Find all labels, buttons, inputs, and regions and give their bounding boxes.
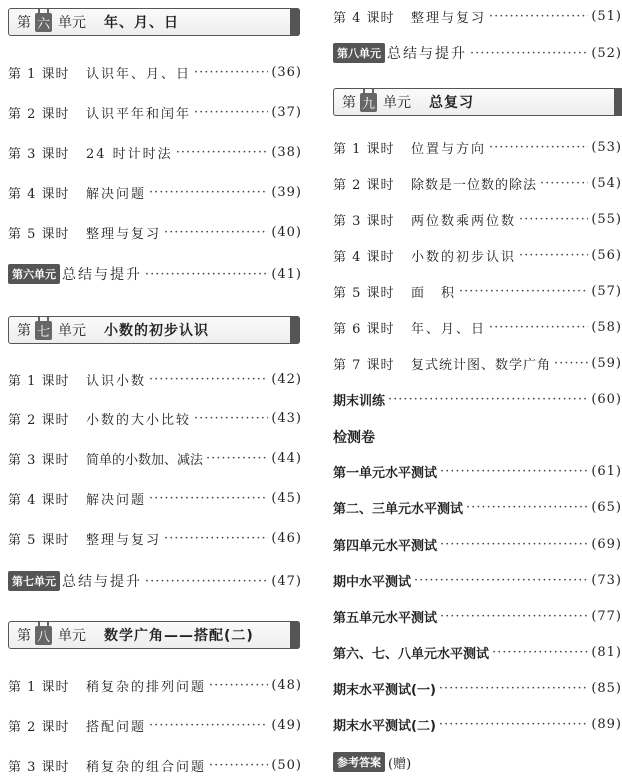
unit-tag: 第七单元	[8, 571, 60, 591]
toc-row[interactable]	[333, 281, 622, 301]
page-number: (52)	[591, 45, 622, 61]
toc-row[interactable]	[333, 245, 622, 265]
unit-tag: 第六单元	[8, 264, 60, 284]
lesson-number: 第 2 课时	[8, 106, 70, 122]
lesson-number: 第 4 课时	[8, 492, 70, 508]
page-number: (37)	[271, 104, 302, 120]
unit-label: 单元	[58, 15, 86, 31]
toc-row[interactable]	[333, 317, 622, 337]
toc-row[interactable]	[8, 369, 302, 389]
page-number: (85)	[591, 680, 622, 696]
unit-summary-row[interactable]	[333, 43, 622, 63]
test-row[interactable]	[333, 714, 622, 734]
test-title: 第四单元水平测试	[333, 538, 438, 554]
leader-dots	[489, 320, 588, 335]
lesson-title: 整理与复习	[86, 226, 162, 242]
unit-9-header	[333, 88, 622, 116]
lesson-title: 除数是一位数的除法	[411, 177, 538, 193]
lesson-title: 整理与复习	[411, 10, 487, 26]
test-row[interactable]	[333, 534, 622, 554]
lesson-title: 小数的大小比较	[86, 412, 192, 428]
toc-row[interactable]	[8, 715, 302, 735]
lesson-number: 第 2 课时	[8, 412, 70, 428]
summary-title: 总结与提升	[387, 46, 467, 62]
toc-row[interactable]	[8, 488, 302, 508]
leader-dots	[209, 758, 268, 773]
lesson-number: 第 4 课时	[333, 10, 395, 26]
unit-number-badge: 八	[35, 626, 52, 645]
page-number: (51)	[591, 8, 622, 24]
unit-number-badge: 九	[360, 93, 377, 112]
test-row[interactable]	[333, 461, 622, 481]
leader-dots	[466, 500, 588, 515]
lesson-number: 第 5 课时	[333, 285, 395, 301]
lesson-title: 位置与方向	[411, 141, 487, 157]
unit-title: 数学广角——搭配(二)	[104, 628, 254, 644]
page-number: (41)	[271, 266, 302, 282]
page-number: (53)	[591, 139, 622, 155]
leader-dots	[414, 573, 588, 588]
test-title: 第五单元水平测试	[333, 610, 438, 626]
unit-title: 总复习	[429, 95, 474, 111]
summary-title: 总结与提升	[62, 574, 142, 590]
lesson-number: 第 6 课时	[333, 321, 395, 337]
page-number: (42)	[271, 371, 302, 387]
leader-dots	[164, 531, 268, 546]
leader-dots	[440, 609, 588, 624]
leader-dots	[209, 678, 268, 693]
leader-dots	[439, 717, 588, 732]
page-number: (40)	[271, 224, 302, 240]
lesson-title: 认识年、月、日	[86, 66, 192, 82]
toc-row[interactable]	[8, 102, 302, 122]
header-end-bar	[614, 88, 622, 116]
leader-dots	[164, 225, 268, 240]
test-title: 第一单元水平测试	[333, 465, 438, 481]
lesson-title: 复式统计图、数学广角	[411, 357, 552, 373]
toc-row[interactable]	[8, 408, 302, 428]
toc-row[interactable]	[333, 353, 622, 373]
leader-dots	[440, 464, 588, 479]
toc-row[interactable]	[8, 448, 302, 468]
page-number: (61)	[591, 463, 622, 479]
page-number: (36)	[271, 64, 302, 80]
final-training-row[interactable]	[333, 389, 622, 409]
unit-number-badge: 七	[35, 321, 52, 340]
leader-dots	[459, 284, 588, 299]
toc-row[interactable]	[8, 182, 302, 202]
page-number: (44)	[271, 450, 302, 466]
unit-ordinal: 第	[342, 95, 356, 111]
toc-row[interactable]	[8, 675, 302, 695]
test-row[interactable]	[333, 642, 622, 662]
lesson-title: 两位数乘两位数	[411, 213, 517, 229]
lesson-number: 第 3 课时	[8, 452, 70, 468]
lesson-number: 第 1 课时	[8, 66, 70, 82]
page-number: (56)	[591, 247, 622, 263]
leader-dots	[194, 105, 268, 120]
lesson-title: 搭配问题	[86, 719, 147, 735]
page-number: (89)	[591, 716, 622, 732]
leader-dots	[176, 145, 269, 160]
lesson-number: 第 5 课时	[8, 226, 70, 242]
lesson-number: 第 4 课时	[8, 186, 70, 202]
test-title: 第六、七、八单元水平测试	[333, 646, 490, 662]
leader-dots	[489, 9, 588, 24]
page-number: (81)	[591, 644, 622, 660]
header-end-bar	[290, 8, 300, 36]
page-number: (48)	[271, 677, 302, 693]
test-title: 期末水平测试(一)	[333, 682, 436, 698]
test-section-heading: 检测卷	[333, 430, 375, 446]
lesson-number: 第 1 课时	[8, 373, 70, 389]
header-end-bar	[290, 621, 300, 649]
lesson-title: 稍复杂的组合问题	[86, 759, 207, 775]
lesson-title: 面 积	[411, 285, 457, 301]
toc-row[interactable]	[8, 222, 302, 242]
test-row[interactable]	[333, 678, 622, 698]
page-number: (73)	[591, 572, 622, 588]
lesson-number: 第 4 课时	[333, 249, 395, 265]
page-number: (59)	[591, 355, 622, 371]
leader-dots	[554, 356, 588, 371]
test-row[interactable]	[333, 570, 622, 590]
leader-dots	[492, 645, 588, 660]
lesson-number: 第 2 课时	[333, 177, 395, 193]
leader-dots	[149, 718, 268, 733]
unit-summary-row[interactable]	[8, 571, 302, 591]
test-title: 期中水平测试	[333, 574, 412, 590]
lesson-title: 年、月、日	[411, 321, 487, 337]
page-number: (47)	[271, 573, 302, 589]
leader-dots	[194, 65, 268, 80]
lesson-title: 整理与复习	[86, 532, 162, 548]
lesson-number: 第 3 课时	[8, 759, 70, 775]
test-row[interactable]	[333, 606, 622, 626]
unit-number-badge: 六	[35, 13, 52, 32]
leader-dots	[439, 681, 588, 696]
lesson-title: 认识小数	[86, 373, 147, 389]
leader-dots	[388, 392, 588, 407]
page-number: (55)	[591, 211, 622, 227]
page-number: (46)	[271, 530, 302, 546]
page-number: (60)	[591, 391, 622, 407]
lesson-number: 第 5 课时	[8, 532, 70, 548]
unit-ordinal: 第	[17, 628, 31, 644]
page-number: (54)	[591, 175, 622, 191]
lesson-title: 简单的小数加、减法	[86, 452, 204, 468]
unit-title: 年、月、日	[104, 15, 179, 31]
unit-7-header	[8, 316, 300, 344]
page-number: (45)	[271, 490, 302, 506]
leader-dots	[206, 451, 268, 466]
leader-dots	[149, 372, 268, 387]
lesson-number: 第 1 课时	[8, 679, 70, 695]
unit-label: 单元	[58, 628, 86, 644]
leader-dots	[149, 491, 268, 506]
lesson-number: 第 7 课时	[333, 357, 395, 373]
leader-dots	[540, 176, 588, 191]
lesson-number: 第 3 课时	[8, 146, 70, 162]
lesson-title: 小数的初步认识	[411, 249, 517, 265]
toc-row[interactable]	[333, 173, 622, 193]
test-title: 第二、三单元水平测试	[333, 501, 464, 517]
page-number: (49)	[271, 717, 302, 733]
unit-tag: 第八单元	[333, 43, 385, 63]
leader-dots	[145, 267, 268, 282]
toc-row[interactable]	[8, 528, 302, 548]
unit-8-header	[8, 621, 300, 649]
leader-dots	[519, 212, 588, 227]
lesson-title: 24 时计时法	[86, 146, 173, 162]
unit-6-header	[8, 8, 300, 36]
page-number: (38)	[271, 144, 302, 160]
header-end-bar	[290, 316, 300, 344]
page-number: (57)	[591, 283, 622, 299]
unit-summary-row[interactable]	[8, 264, 302, 284]
toc-row[interactable]	[333, 6, 622, 26]
page-number: (69)	[591, 536, 622, 552]
leader-dots	[440, 537, 588, 552]
leader-dots	[470, 46, 588, 61]
page-number: (50)	[271, 757, 302, 773]
toc-row[interactable]	[8, 755, 302, 775]
answer-key-tag: 参考答案	[333, 752, 385, 772]
page-number: (39)	[271, 184, 302, 200]
leader-dots	[145, 574, 268, 589]
leader-dots	[194, 411, 268, 426]
toc-row[interactable]	[333, 137, 622, 157]
lesson-number: 第 2 课时	[8, 719, 70, 735]
answer-key-row[interactable]	[333, 752, 411, 772]
unit-label: 单元	[58, 323, 86, 339]
page-number: (43)	[271, 410, 302, 426]
unit-ordinal: 第	[17, 15, 31, 31]
leader-dots	[149, 185, 268, 200]
lesson-number: 第 1 课时	[333, 141, 395, 157]
unit-label: 单元	[383, 95, 411, 111]
section-title: 期末训练	[333, 393, 386, 409]
unit-ordinal: 第	[17, 323, 31, 339]
leader-dots	[519, 248, 588, 263]
answer-key-note: (赠)	[388, 756, 412, 772]
lesson-title: 解决问题	[86, 186, 147, 202]
lesson-number: 第 3 课时	[333, 213, 395, 229]
toc-row[interactable]	[8, 62, 302, 82]
lesson-title: 解决问题	[86, 492, 147, 508]
test-row[interactable]	[333, 497, 622, 517]
test-title: 期末水平测试(二)	[333, 718, 436, 734]
lesson-title: 认识平年和闰年	[86, 106, 192, 122]
page-number: (77)	[591, 608, 622, 624]
page-number: (65)	[591, 499, 622, 515]
summary-title: 总结与提升	[62, 267, 142, 283]
leader-dots	[489, 140, 588, 155]
lesson-title: 稍复杂的排列问题	[86, 679, 207, 695]
toc-row[interactable]	[8, 142, 302, 162]
page-number: (58)	[591, 319, 622, 335]
toc-row[interactable]	[333, 209, 622, 229]
unit-title: 小数的初步认识	[104, 323, 209, 339]
